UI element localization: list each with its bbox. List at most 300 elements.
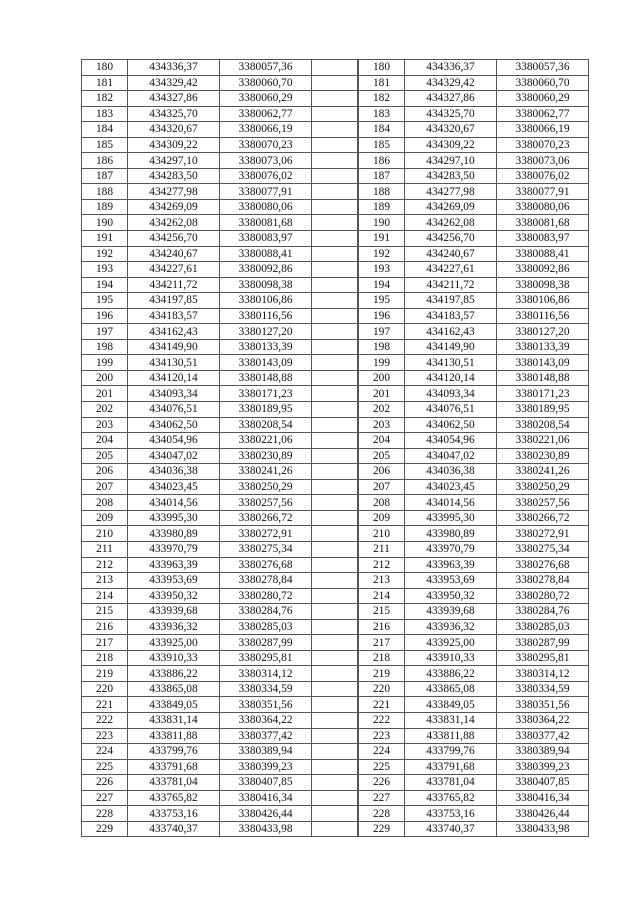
- y-coordinate-cell: 3380057,36: [220, 60, 312, 76]
- x-coordinate-cell: 434297,10: [405, 153, 497, 169]
- table-row: [359, 199, 589, 215]
- point-number-cell: 216: [82, 619, 128, 635]
- x-coordinate-cell: 434183,57: [405, 308, 497, 324]
- point-number-cell: 195: [359, 293, 405, 309]
- table-row: [359, 308, 589, 324]
- y-coordinate-cell: 3380062,77: [497, 106, 589, 122]
- point-number-cell: 218: [359, 650, 405, 666]
- x-coordinate-cell: 433936,32: [128, 619, 220, 635]
- table-row: [359, 635, 589, 651]
- y-coordinate-cell: 3380083,97: [497, 231, 589, 247]
- y-coordinate-cell: 3380351,56: [497, 697, 589, 713]
- y-coordinate-cell: 3380060,29: [497, 91, 589, 107]
- point-number-cell: 193: [82, 262, 128, 278]
- point-number-cell: 189: [359, 199, 405, 215]
- point-number-cell: 221: [82, 697, 128, 713]
- point-number-cell: 209: [82, 510, 128, 526]
- x-coordinate-cell: 433831,14: [128, 712, 220, 728]
- point-number-cell: 210: [359, 526, 405, 542]
- table-row: [359, 775, 589, 791]
- table-row: [82, 293, 358, 309]
- spacer-cell: [312, 215, 358, 231]
- y-coordinate-cell: 3380076,02: [497, 168, 589, 184]
- spacer-cell: [312, 728, 358, 744]
- y-coordinate-cell: 3380083,97: [220, 231, 312, 247]
- y-coordinate-cell: 3380257,56: [497, 495, 589, 511]
- y-coordinate-cell: 3380272,91: [220, 526, 312, 542]
- y-coordinate-cell: 3380070,23: [220, 137, 312, 153]
- point-number-cell: 197: [82, 324, 128, 340]
- table-row: [82, 510, 358, 526]
- x-coordinate-cell: 434183,57: [128, 308, 220, 324]
- y-coordinate-cell: 3380171,23: [220, 386, 312, 402]
- x-coordinate-cell: 433765,82: [128, 790, 220, 806]
- y-coordinate-cell: 3380057,36: [497, 60, 589, 76]
- x-coordinate-cell: 434047,02: [128, 448, 220, 464]
- y-coordinate-cell: 3380148,88: [220, 370, 312, 386]
- x-coordinate-cell: 434211,72: [128, 277, 220, 293]
- y-coordinate-cell: 3380148,88: [497, 370, 589, 386]
- spacer-cell: [312, 479, 358, 495]
- x-coordinate-cell: 434283,50: [405, 168, 497, 184]
- table-row: [359, 293, 589, 309]
- y-coordinate-cell: 3380088,41: [497, 246, 589, 262]
- x-coordinate-cell: 433753,16: [405, 806, 497, 822]
- x-coordinate-cell: 434327,86: [128, 91, 220, 107]
- x-coordinate-cell: 434036,38: [405, 464, 497, 480]
- table-row: [359, 448, 589, 464]
- table-row: [82, 681, 358, 697]
- y-coordinate-cell: 3380314,12: [220, 666, 312, 682]
- x-coordinate-cell: 433953,69: [405, 573, 497, 589]
- x-coordinate-cell: 433849,05: [128, 697, 220, 713]
- y-coordinate-cell: 3380399,23: [497, 759, 589, 775]
- table-row: [82, 231, 358, 247]
- y-coordinate-cell: 3380266,72: [220, 510, 312, 526]
- x-coordinate-cell: 434297,10: [128, 153, 220, 169]
- x-coordinate-cell: 434240,67: [128, 246, 220, 262]
- x-coordinate-cell: 434197,85: [405, 293, 497, 309]
- y-coordinate-cell: 3380208,54: [497, 417, 589, 433]
- y-coordinate-cell: 3380208,54: [220, 417, 312, 433]
- point-number-cell: 229: [359, 821, 405, 837]
- table-row: [359, 60, 589, 76]
- table-row: [359, 744, 589, 760]
- y-coordinate-cell: 3380377,42: [497, 728, 589, 744]
- y-coordinate-cell: 3380241,26: [497, 464, 589, 480]
- table-row: [359, 184, 589, 200]
- table-row: [359, 495, 589, 511]
- table-row: [359, 510, 589, 526]
- point-number-cell: 198: [82, 339, 128, 355]
- y-coordinate-cell: 3380280,72: [497, 588, 589, 604]
- x-coordinate-cell: 433970,79: [128, 541, 220, 557]
- table-row: [359, 821, 589, 837]
- spacer-cell: [312, 75, 358, 91]
- point-number-cell: 186: [359, 153, 405, 169]
- table-row: [82, 106, 358, 122]
- x-coordinate-cell: 434062,50: [128, 417, 220, 433]
- y-coordinate-cell: 3380399,23: [220, 759, 312, 775]
- y-coordinate-cell: 3380092,86: [497, 262, 589, 278]
- x-coordinate-cell: 433925,00: [128, 635, 220, 651]
- y-coordinate-cell: 3380287,99: [220, 635, 312, 651]
- y-coordinate-cell: 3380077,91: [220, 184, 312, 200]
- spacer-cell: [312, 681, 358, 697]
- point-number-cell: 188: [82, 184, 128, 200]
- point-number-cell: 204: [359, 433, 405, 449]
- table-row: [82, 215, 358, 231]
- table-row: [82, 744, 358, 760]
- table-row: [359, 215, 589, 231]
- table-row: [82, 775, 358, 791]
- y-coordinate-cell: 3380060,70: [497, 75, 589, 91]
- point-number-cell: 227: [82, 790, 128, 806]
- point-number-cell: 189: [82, 199, 128, 215]
- table-row: [359, 91, 589, 107]
- x-coordinate-cell: 433849,05: [405, 697, 497, 713]
- table-row: [82, 588, 358, 604]
- table-row: [359, 324, 589, 340]
- point-number-cell: 222: [82, 712, 128, 728]
- x-coordinate-cell: 434093,34: [405, 386, 497, 402]
- spacer-cell: [312, 759, 358, 775]
- point-number-cell: 204: [82, 433, 128, 449]
- table-row: [359, 464, 589, 480]
- y-coordinate-cell: 3380280,72: [220, 588, 312, 604]
- spacer-cell: [312, 402, 358, 418]
- y-coordinate-cell: 3380416,34: [220, 790, 312, 806]
- table-row: [82, 604, 358, 620]
- table-row: [359, 122, 589, 138]
- x-coordinate-cell: 434014,56: [128, 495, 220, 511]
- point-number-cell: 200: [82, 370, 128, 386]
- point-number-cell: 206: [82, 464, 128, 480]
- spacer-cell: [312, 355, 358, 371]
- y-coordinate-cell: 3380266,72: [497, 510, 589, 526]
- y-coordinate-cell: 3380285,03: [497, 619, 589, 635]
- x-coordinate-cell: 434269,09: [405, 199, 497, 215]
- y-coordinate-cell: 3380278,84: [497, 573, 589, 589]
- spacer-cell: [312, 495, 358, 511]
- table-row: [359, 806, 589, 822]
- y-coordinate-cell: 3380066,19: [497, 122, 589, 138]
- x-coordinate-cell: 433886,22: [128, 666, 220, 682]
- y-coordinate-cell: 3380116,56: [497, 308, 589, 324]
- point-number-cell: 214: [82, 588, 128, 604]
- table-row: [359, 526, 589, 542]
- table-row: [359, 433, 589, 449]
- point-number-cell: 209: [359, 510, 405, 526]
- y-coordinate-cell: 3380080,06: [497, 199, 589, 215]
- table-row: [359, 153, 589, 169]
- x-coordinate-cell: 433963,39: [405, 557, 497, 573]
- x-coordinate-cell: 433910,33: [405, 650, 497, 666]
- point-number-cell: 185: [359, 137, 405, 153]
- table-row: [359, 137, 589, 153]
- point-number-cell: 213: [359, 573, 405, 589]
- x-coordinate-cell: 434336,37: [128, 60, 220, 76]
- point-number-cell: 211: [359, 541, 405, 557]
- table-row: [82, 199, 358, 215]
- spacer-cell: [312, 417, 358, 433]
- y-coordinate-cell: 3380076,02: [220, 168, 312, 184]
- y-coordinate-cell: 3380275,34: [220, 541, 312, 557]
- table-row: [82, 246, 358, 262]
- point-number-cell: 192: [359, 246, 405, 262]
- point-number-cell: 195: [82, 293, 128, 309]
- x-coordinate-cell: 434256,70: [405, 231, 497, 247]
- x-coordinate-cell: 433781,04: [405, 775, 497, 791]
- y-coordinate-cell: 3380433,98: [497, 821, 589, 837]
- x-coordinate-cell: 434014,56: [405, 495, 497, 511]
- table-row: [82, 75, 358, 91]
- point-number-cell: 192: [82, 246, 128, 262]
- table-row: [82, 526, 358, 542]
- y-coordinate-cell: 3380407,85: [497, 775, 589, 791]
- table-row: [359, 402, 589, 418]
- point-number-cell: 226: [82, 775, 128, 791]
- table-row: [359, 339, 589, 355]
- x-coordinate-cell: 434023,45: [128, 479, 220, 495]
- table-row: [359, 573, 589, 589]
- spacer-cell: [312, 712, 358, 728]
- spacer-cell: [312, 168, 358, 184]
- x-coordinate-cell: 434309,22: [128, 137, 220, 153]
- point-number-cell: 184: [82, 122, 128, 138]
- point-number-cell: 205: [359, 448, 405, 464]
- point-number-cell: 206: [359, 464, 405, 480]
- point-number-cell: 220: [82, 681, 128, 697]
- y-coordinate-cell: 3380070,23: [497, 137, 589, 153]
- table-row: [82, 370, 358, 386]
- point-number-cell: 228: [359, 806, 405, 822]
- x-coordinate-cell: 434262,08: [405, 215, 497, 231]
- point-number-cell: 224: [82, 744, 128, 760]
- spacer-cell: [312, 775, 358, 791]
- spacer-cell: [312, 137, 358, 153]
- spacer-cell: [312, 557, 358, 573]
- point-number-cell: 211: [82, 541, 128, 557]
- table-row: [82, 308, 358, 324]
- point-number-cell: 194: [359, 277, 405, 293]
- y-coordinate-cell: 3380250,29: [220, 479, 312, 495]
- table-row: [82, 650, 358, 666]
- table-row: [82, 573, 358, 589]
- point-number-cell: 219: [359, 666, 405, 682]
- table-row: [359, 246, 589, 262]
- table-row: [359, 277, 589, 293]
- x-coordinate-cell: 433953,69: [128, 573, 220, 589]
- table-row: [82, 666, 358, 682]
- point-number-cell: 216: [359, 619, 405, 635]
- y-coordinate-cell: 3380127,20: [497, 324, 589, 340]
- point-number-cell: 203: [359, 417, 405, 433]
- x-coordinate-cell: 433980,89: [128, 526, 220, 542]
- x-coordinate-cell: 434130,51: [405, 355, 497, 371]
- y-coordinate-cell: 3380221,06: [497, 433, 589, 449]
- spacer-cell: [312, 324, 358, 340]
- x-coordinate-cell: 434054,96: [405, 433, 497, 449]
- table-row: [82, 60, 358, 76]
- table-row: [359, 604, 589, 620]
- y-coordinate-cell: 3380433,98: [220, 821, 312, 837]
- table-row: [82, 277, 358, 293]
- table-row: [82, 619, 358, 635]
- point-number-cell: 214: [359, 588, 405, 604]
- x-coordinate-cell: 433980,89: [405, 526, 497, 542]
- spacer-cell: [312, 510, 358, 526]
- table-row: [82, 324, 358, 340]
- point-number-cell: 223: [82, 728, 128, 744]
- y-coordinate-cell: 3380092,86: [220, 262, 312, 278]
- spacer-cell: [312, 293, 358, 309]
- y-coordinate-cell: 3380278,84: [220, 573, 312, 589]
- y-coordinate-cell: 3380276,68: [497, 557, 589, 573]
- x-coordinate-cell: 433925,00: [405, 635, 497, 651]
- table-row: [359, 231, 589, 247]
- point-number-cell: 182: [82, 91, 128, 107]
- table-row: [82, 339, 358, 355]
- spacer-cell: [312, 308, 358, 324]
- table-row: [82, 122, 358, 138]
- x-coordinate-cell: 433799,76: [128, 744, 220, 760]
- point-number-cell: 194: [82, 277, 128, 293]
- spacer-cell: [312, 122, 358, 138]
- point-number-cell: 196: [82, 308, 128, 324]
- table-row: [82, 417, 358, 433]
- point-number-cell: 227: [359, 790, 405, 806]
- table-row: [359, 262, 589, 278]
- y-coordinate-cell: 3380284,76: [220, 604, 312, 620]
- y-coordinate-cell: 3380171,23: [497, 386, 589, 402]
- table-row: [359, 588, 589, 604]
- y-coordinate-cell: 3380272,91: [497, 526, 589, 542]
- x-coordinate-cell: 433831,14: [405, 712, 497, 728]
- point-number-cell: 220: [359, 681, 405, 697]
- x-coordinate-cell: 434269,09: [128, 199, 220, 215]
- y-coordinate-cell: 3380073,06: [497, 153, 589, 169]
- table-row: [82, 91, 358, 107]
- y-coordinate-cell: 3380077,91: [497, 184, 589, 200]
- x-coordinate-cell: 433963,39: [128, 557, 220, 573]
- table-row: [82, 712, 358, 728]
- y-coordinate-cell: 3380416,34: [497, 790, 589, 806]
- y-coordinate-cell: 3380284,76: [497, 604, 589, 620]
- table-row: [82, 184, 358, 200]
- table-row: [359, 712, 589, 728]
- point-number-cell: 186: [82, 153, 128, 169]
- x-coordinate-cell: 433950,32: [128, 588, 220, 604]
- x-coordinate-cell: 434162,43: [128, 324, 220, 340]
- table-row: [82, 728, 358, 744]
- y-coordinate-cell: 3380364,22: [497, 712, 589, 728]
- spacer-cell: [312, 821, 358, 837]
- x-coordinate-cell: 433791,68: [128, 759, 220, 775]
- point-number-cell: 219: [82, 666, 128, 682]
- point-number-cell: 200: [359, 370, 405, 386]
- x-coordinate-cell: 434054,96: [128, 433, 220, 449]
- table-row: [82, 635, 358, 651]
- y-coordinate-cell: 3380295,81: [497, 650, 589, 666]
- table-row: [82, 464, 358, 480]
- x-coordinate-cell: 433753,16: [128, 806, 220, 822]
- table-row: [359, 168, 589, 184]
- y-coordinate-cell: 3380377,42: [220, 728, 312, 744]
- y-coordinate-cell: 3380230,89: [497, 448, 589, 464]
- table-row: [82, 697, 358, 713]
- point-number-cell: 224: [359, 744, 405, 760]
- x-coordinate-cell: 433799,76: [405, 744, 497, 760]
- point-number-cell: 191: [359, 231, 405, 247]
- spacer-cell: [312, 448, 358, 464]
- table-row: [82, 495, 358, 511]
- y-coordinate-cell: 3380426,44: [497, 806, 589, 822]
- x-coordinate-cell: 433740,37: [405, 821, 497, 837]
- x-coordinate-cell: 433995,30: [405, 510, 497, 526]
- point-number-cell: 196: [359, 308, 405, 324]
- table-row: [359, 370, 589, 386]
- y-coordinate-cell: 3380407,85: [220, 775, 312, 791]
- x-coordinate-cell: 434076,51: [128, 402, 220, 418]
- x-coordinate-cell: 433811,88: [128, 728, 220, 744]
- y-coordinate-cell: 3380389,94: [220, 744, 312, 760]
- point-number-cell: 212: [359, 557, 405, 573]
- y-coordinate-cell: 3380276,68: [220, 557, 312, 573]
- y-coordinate-cell: 3380189,95: [220, 402, 312, 418]
- spacer-cell: [312, 541, 358, 557]
- point-number-cell: 207: [82, 479, 128, 495]
- table-row: [82, 137, 358, 153]
- y-coordinate-cell: 3380127,20: [220, 324, 312, 340]
- x-coordinate-cell: 434093,34: [128, 386, 220, 402]
- y-coordinate-cell: 3380287,99: [497, 635, 589, 651]
- point-number-cell: 202: [82, 402, 128, 418]
- spacer-cell: [312, 744, 358, 760]
- table-row: [82, 541, 358, 557]
- point-number-cell: 193: [359, 262, 405, 278]
- point-number-cell: 198: [359, 339, 405, 355]
- y-coordinate-cell: 3380106,86: [220, 293, 312, 309]
- point-number-cell: 199: [82, 355, 128, 371]
- x-coordinate-cell: 434336,37: [405, 60, 497, 76]
- spacer-cell: [312, 262, 358, 278]
- x-coordinate-cell: 434320,67: [405, 122, 497, 138]
- point-number-cell: 212: [82, 557, 128, 573]
- table-row: [82, 355, 358, 371]
- x-coordinate-cell: 434227,61: [405, 262, 497, 278]
- y-coordinate-cell: 3380081,68: [220, 215, 312, 231]
- y-coordinate-cell: 3380116,56: [220, 308, 312, 324]
- y-coordinate-cell: 3380275,34: [497, 541, 589, 557]
- x-coordinate-cell: 434036,38: [128, 464, 220, 480]
- point-number-cell: 182: [359, 91, 405, 107]
- spacer-cell: [312, 277, 358, 293]
- table-row: [359, 417, 589, 433]
- table-row: [82, 262, 358, 278]
- spacer-cell: [312, 806, 358, 822]
- x-coordinate-cell: 433910,33: [128, 650, 220, 666]
- y-coordinate-cell: 3380221,06: [220, 433, 312, 449]
- table-row: [359, 75, 589, 91]
- point-number-cell: 217: [82, 635, 128, 651]
- x-coordinate-cell: 434130,51: [128, 355, 220, 371]
- table-row: [359, 759, 589, 775]
- table-row: [359, 619, 589, 635]
- spacer-cell: [312, 604, 358, 620]
- spacer-cell: [312, 433, 358, 449]
- x-coordinate-cell: 434256,70: [128, 231, 220, 247]
